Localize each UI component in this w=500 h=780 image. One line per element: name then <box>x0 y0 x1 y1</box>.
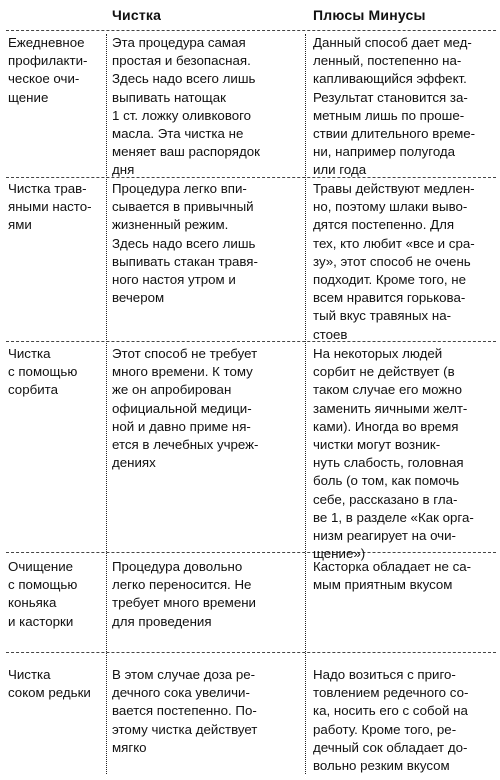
text-line: Ежедневное <box>8 35 85 50</box>
row-4-cons <box>313 558 495 594</box>
column-divider-1 <box>106 34 108 774</box>
text-line: капливающийся эффект. <box>313 71 467 87</box>
text-line: дечный сок обладает до- <box>313 739 468 755</box>
text-line: сорбита <box>8 382 58 398</box>
text-line: низм реагирует на очи- <box>313 528 456 544</box>
row-divider-4 <box>6 652 496 654</box>
row-3-cons <box>313 345 495 563</box>
text-line: ве 1, в разделе «Как орга- <box>313 509 474 525</box>
text-line: 1 ст. ложку оливкового <box>112 107 252 123</box>
text-line: или года <box>313 162 367 178</box>
text-line: таком случае его можно <box>313 382 463 398</box>
text-line: Результат становится за- <box>313 89 468 105</box>
text-line: Касторка обладает не са- <box>313 559 472 574</box>
text-line: Данный способ дает мед- <box>313 35 472 50</box>
text-line: Здесь надо всего лишь <box>112 71 256 87</box>
text-line: много времени. К тому <box>112 364 253 380</box>
text-line: дятся постепенно. Для <box>313 217 455 233</box>
text-line: соком редьки <box>8 685 91 701</box>
text-line: щение») <box>313 546 366 562</box>
text-line: меняет ваш распорядок <box>112 144 260 160</box>
text-line: ного настоя утром и <box>112 272 236 288</box>
text-line: метным лишь по проше- <box>313 107 465 123</box>
row-2-pros <box>112 180 298 307</box>
text-line: требует много времени <box>112 595 256 611</box>
text-line: мягко <box>112 739 147 755</box>
text-line: Чистка трав- <box>8 181 87 196</box>
text-line: Травы действуют медлен- <box>313 181 475 196</box>
text-line: профилакти- <box>8 53 88 69</box>
text-line: и касторки <box>8 613 74 629</box>
text-line: дечного сока увеличи- <box>112 685 250 701</box>
row-5-pros <box>112 666 298 757</box>
text-line: дениях <box>112 455 156 471</box>
text-line: выпивать стакан травя- <box>112 253 258 269</box>
text-line: всем нравится горькова- <box>313 290 466 306</box>
text-line: ется в лечебных учреж- <box>112 437 259 453</box>
text-line: простая и безопасная. <box>112 53 251 69</box>
text-line: масла. Эта чистка не <box>112 126 244 142</box>
text-line: Процедура довольно <box>112 559 243 574</box>
text-line: Здесь надо всего лишь <box>112 235 256 251</box>
text-line: вечером <box>112 290 165 306</box>
text-line: На некоторых людей <box>313 346 443 361</box>
text-line: сывается в привычный <box>112 199 254 215</box>
text-line: В этом случае доза ре- <box>112 667 256 682</box>
text-line: ка, носить его с собой на <box>313 703 468 719</box>
text-line: мым приятным вкусом <box>313 577 453 593</box>
text-line: ни, например полугода <box>313 144 456 160</box>
text-line: ствии длительного време- <box>313 126 476 142</box>
text-line: ленный, постепенно на- <box>313 53 462 69</box>
text-line: официальной медици- <box>112 400 252 416</box>
column-divider-2 <box>305 34 307 774</box>
text-line: сорбит не действует (в <box>313 364 455 380</box>
row-4-method <box>8 558 104 631</box>
row-3-method <box>8 345 104 400</box>
text-line: жизненный режим. <box>112 217 229 233</box>
column-header-cleansing: Чистка <box>112 7 162 23</box>
row-1-cons <box>313 34 495 180</box>
row-2-cons <box>313 180 495 344</box>
text-line: с помощью <box>8 364 78 380</box>
text-line: этому чистка действует <box>112 721 258 737</box>
row-2-method <box>8 180 104 235</box>
text-line: выпивать натощак <box>112 89 226 105</box>
row-5-method <box>8 666 104 702</box>
text-line: стоев <box>313 326 348 342</box>
text-line: легко переносится. Не <box>112 577 252 593</box>
text-line: себе, рассказано в гла- <box>313 491 458 507</box>
text-line: подходит. Кроме того, не <box>313 272 467 288</box>
text-line: вается постепенно. По- <box>112 703 257 719</box>
text-line: яными насто- <box>8 199 92 215</box>
text-line: работу. Кроме того, ре- <box>313 721 457 737</box>
text-line: вольно резким вкусом <box>313 758 450 774</box>
text-line: тех, кто любит «все и сра- <box>313 235 475 251</box>
text-line: для проведения <box>112 613 212 629</box>
row-1-pros <box>112 34 298 180</box>
text-line: Чистка <box>8 346 51 361</box>
row-4-pros <box>112 558 298 631</box>
row-1-method <box>8 34 104 107</box>
text-line: щение <box>8 89 49 105</box>
row-5-cons <box>313 666 495 775</box>
text-line: чистки могут возник- <box>313 437 441 453</box>
text-line: Очищение <box>8 559 74 574</box>
text-line: ями <box>8 217 32 233</box>
text-line: зу», этот способ не очень <box>313 253 471 269</box>
text-line: же он апробирован <box>112 382 232 398</box>
column-header-pros-cons: Плюсы Минусы <box>313 7 426 23</box>
text-line: Этот способ не требует <box>112 346 258 361</box>
text-line: ками). Иногда во время <box>313 418 459 434</box>
text-line: Эта процедура самая <box>112 35 246 50</box>
text-line: но, поэтому шлаки выво- <box>313 199 468 215</box>
text-line: Надо возиться с приго- <box>313 667 456 682</box>
text-line: боль (о том, как помочь <box>313 473 460 489</box>
text-line: нуть слабость, головная <box>313 455 464 471</box>
row-divider-header <box>6 30 496 32</box>
text-line: ческое очи- <box>8 71 80 87</box>
text-line: товлением редечного со- <box>313 685 469 701</box>
text-line: коньяка <box>8 595 57 611</box>
text-line: тый вкус травяных на- <box>313 308 452 324</box>
text-line: Процедура легко впи- <box>112 181 247 196</box>
text-line: ной и давно приме ня- <box>112 418 251 434</box>
row-3-pros <box>112 345 298 472</box>
text-line: с помощью <box>8 577 78 593</box>
text-line: заменить яичными желт- <box>313 400 468 416</box>
text-line: Чистка <box>8 667 51 682</box>
text-line: дня <box>112 162 135 178</box>
